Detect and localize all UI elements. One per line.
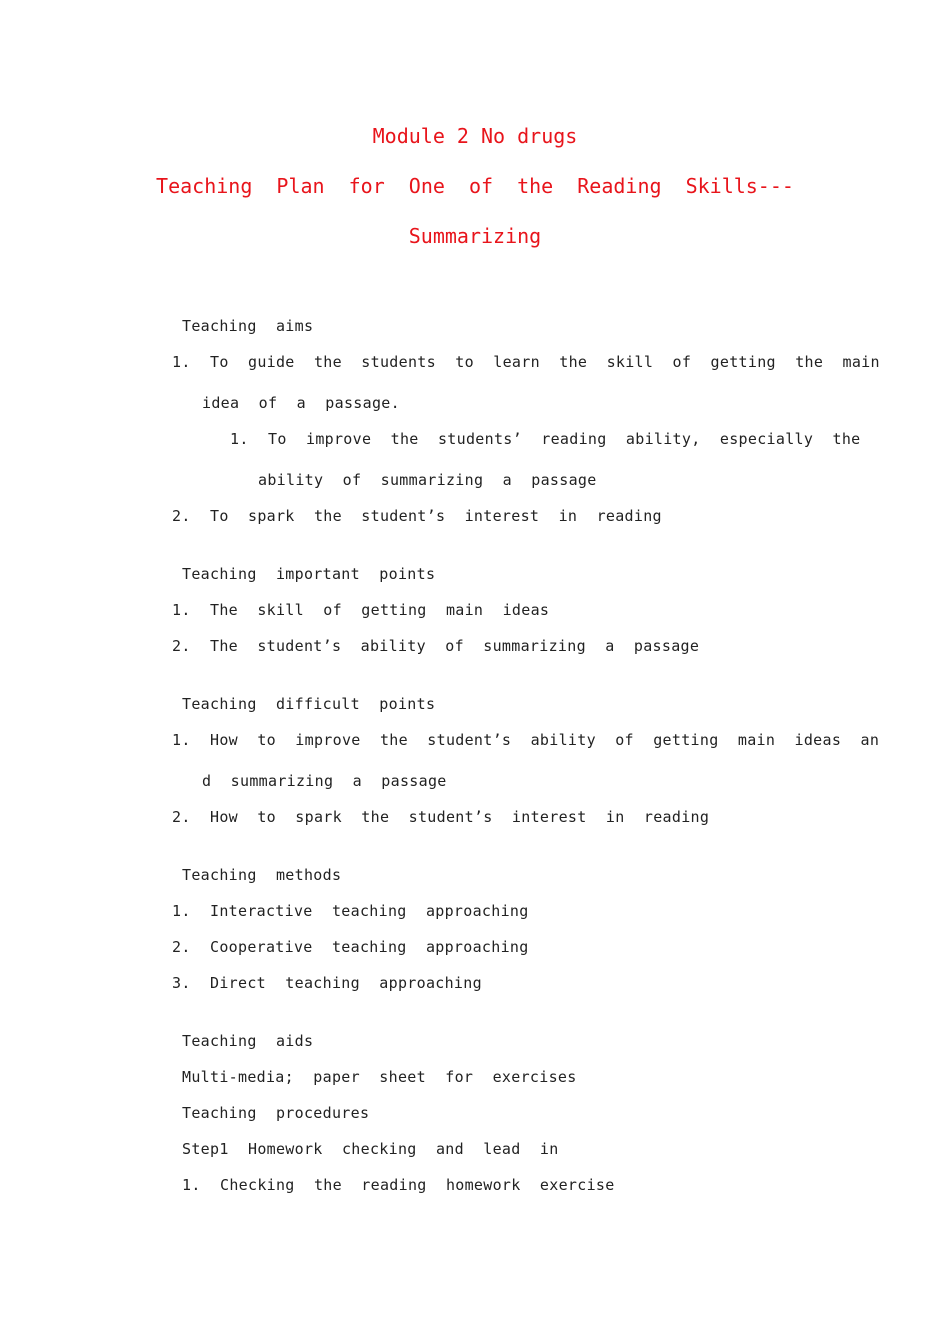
important-item-1: 1. The skill of getting main ideas (172, 601, 550, 619)
difficult-item-1: 1. How to improve the student’s ability of getting main ideas an (172, 731, 880, 749)
aims-subitem-1: 1. To improve the students’ reading ability, especially the (230, 430, 861, 448)
title-line-3: Summarizing (408, 224, 542, 248)
aims-subitem-1-cont: ability of summarizing a passage (258, 471, 597, 489)
difficult-item-2: 2. How to spark the student’s interest in reading (172, 808, 710, 826)
aims-heading: Teaching aims (182, 317, 314, 335)
procedures-step-1: Step1 Homework checking and lead in (182, 1140, 559, 1158)
aids-heading: Teaching aids (182, 1032, 314, 1050)
important-item-2: 2. The student’s ability of summarizing a passage (172, 637, 700, 655)
methods-item-3: 3. Direct teaching approaching (172, 974, 482, 992)
title-line-2: Teaching Plan for One of the Reading Skills--- (156, 174, 794, 198)
aims-item-1-cont: idea of a passage. (202, 394, 400, 412)
procedures-heading: Teaching procedures (182, 1104, 370, 1122)
methods-item-2: 2. Cooperative teaching approaching (172, 938, 529, 956)
difficult-item-1-cont: d summarizing a passage (202, 772, 447, 790)
aims-item-1: 1. To guide the students to learn the skill of getting the main (172, 353, 880, 371)
title-line-1: Module 2 No drugs (372, 124, 578, 148)
aims-item-2: 2. To spark the student’s interest in reading (172, 507, 662, 525)
difficult-heading: Teaching difficult points (182, 695, 436, 713)
aids-text: Multi-media; paper sheet for exercises (182, 1068, 577, 1086)
methods-item-1: 1. Interactive teaching approaching (172, 902, 529, 920)
methods-heading: Teaching methods (182, 866, 342, 884)
important-heading: Teaching important points (182, 565, 436, 583)
procedures-step-1-item-1: 1. Checking the reading homework exercise (182, 1176, 615, 1194)
